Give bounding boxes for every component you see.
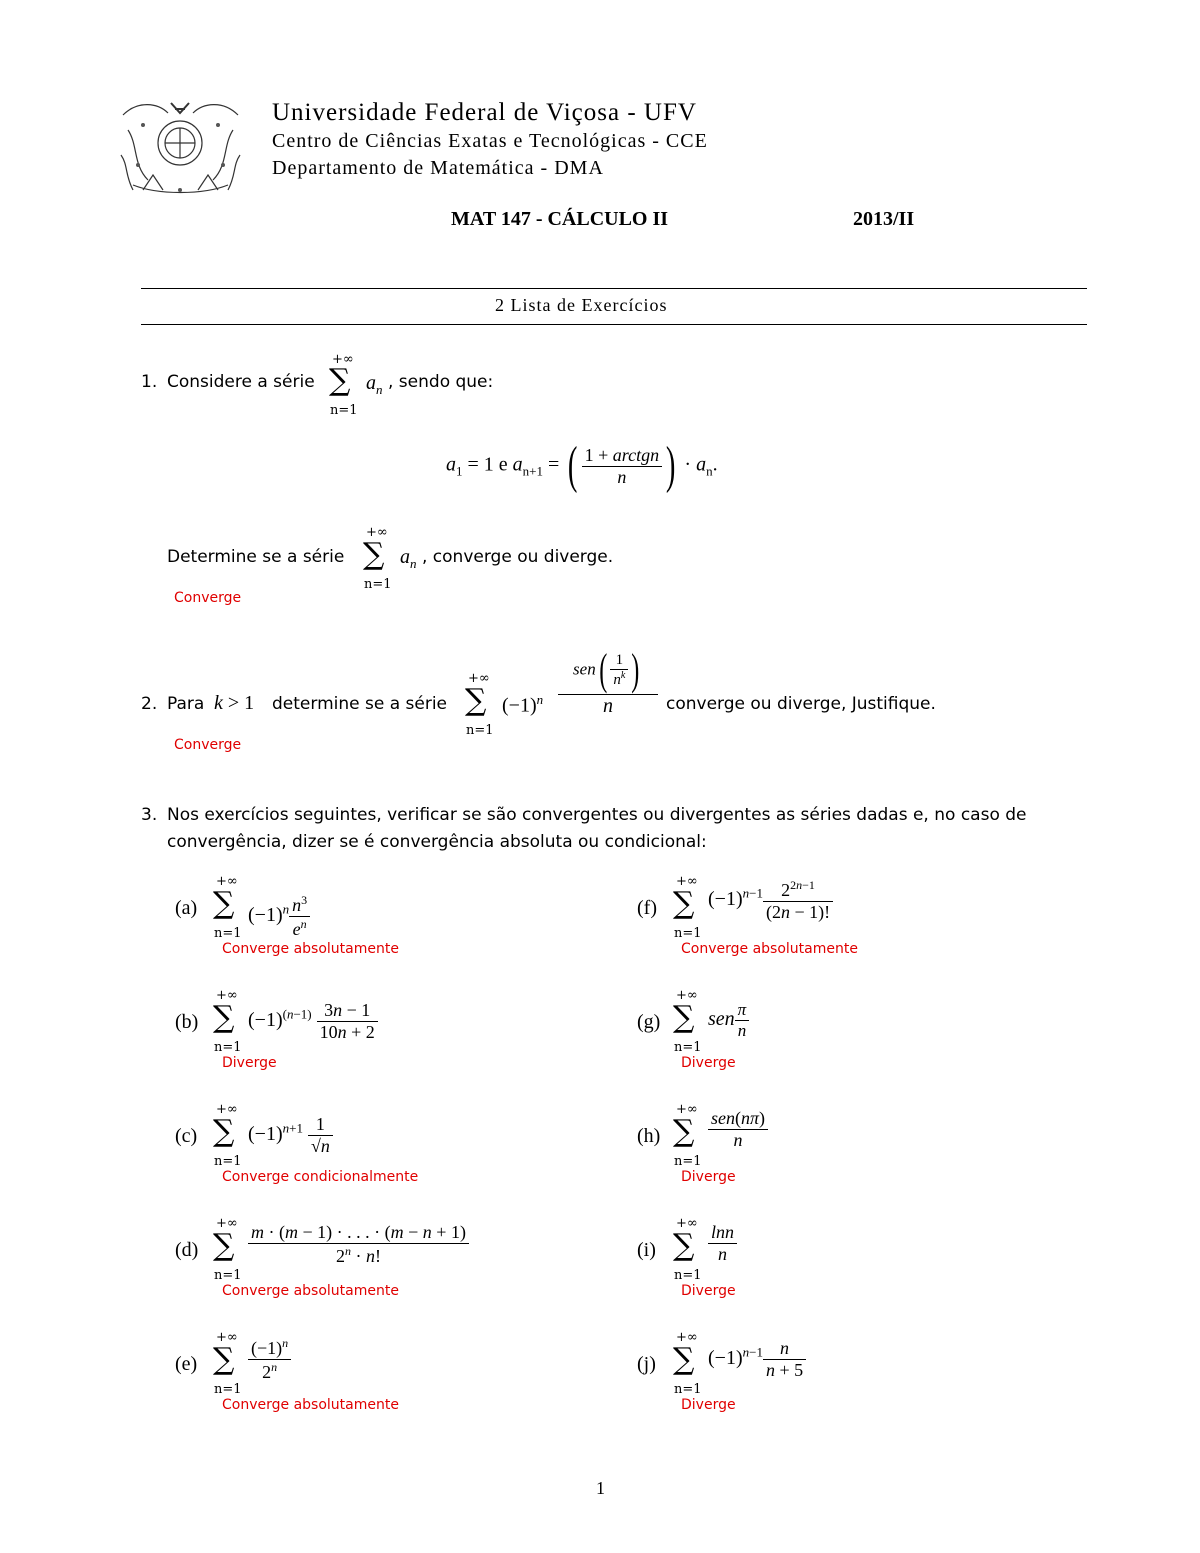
q1-answer: Converge [174,590,242,606]
q3f-sum: ∑ [673,886,695,921]
q3i-term: $\frac{\ln n}{n}$ [708,1222,737,1265]
q3e-sum: ∑ [213,1342,235,1377]
q3e-upper: +∞ [216,1330,238,1345]
q3h-lower: n=1 [674,1154,702,1169]
bottom-rule [141,324,1087,325]
q3i-upper: +∞ [676,1216,698,1231]
q3a-term: $(-1)^n$ $\frac{n^3}{e^n}$ [248,893,310,940]
q1-intro: Considere a série [167,372,315,392]
q2-text-before: Para [167,694,205,714]
q2-sign-term: $(-1)^n$ [502,692,544,717]
q3i-answer: Diverge [681,1283,736,1299]
q1-sum-lower: n=1 [330,403,358,418]
q2-sum-sign: ∑ [465,683,487,718]
q3h-upper: +∞ [676,1102,698,1117]
q2-sum-upper: +∞ [468,671,490,686]
q3e-label: (e) [175,1353,198,1375]
q3b-answer: Diverge [222,1055,277,1071]
q3j-sum: ∑ [673,1342,695,1377]
page-number: 1 [596,1478,605,1498]
q3h-label: (h) [637,1125,661,1147]
q3f-label: (f) [637,897,657,919]
q3c-lower: n=1 [214,1154,242,1169]
q3b-lower: n=1 [214,1040,242,1055]
q3a-lower: n=1 [214,926,242,941]
q3a-answer: Converge absolutamente [222,941,399,957]
q1-sum2-lower: n=1 [364,577,392,592]
q1-number: 1. [141,372,158,392]
q3j-term: $(-1)^{n-1}$ $\frac{n}{n + 5}$ [708,1338,806,1381]
q3c-term: $(-1)^{n+1}$ $\frac{1}{√n}$ [248,1114,333,1157]
q2-text-mid: determine se a série [272,694,448,714]
q3b-term: $(-1)^{(n-1)}$ $\frac{3n - 1}{10n + 2}$ [248,1000,378,1043]
q3-number: 3. [141,805,158,825]
q1-recurrence: $a_1 = 1$ e $a_{n+1}$ = ( $\frac{\text{1 + arctgn}}{n}$ ) · $a_n$. [446,437,718,494]
q1-sum-sign: ∑ [329,363,351,398]
department-name: Departamento de Matemática - DMA [272,157,604,179]
q3e-lower: n=1 [214,1382,242,1397]
q3h-sum: ∑ [673,1114,695,1149]
q3g-label: (g) [637,1011,661,1033]
q3h-answer: Diverge [681,1169,736,1185]
q3b-upper: +∞ [216,988,238,1003]
center-name: Centro de Ciências Exatas e Tecnológicas - CCE [272,130,708,152]
q3j-lower: n=1 [674,1382,702,1397]
q3f-lower: n=1 [674,926,702,941]
q3c-upper: +∞ [216,1102,238,1117]
q3h-term: $\frac{\text{sen(nπ)}}{n}$ [708,1108,768,1151]
q3a-upper: +∞ [216,874,238,889]
q1-term: $a_n$ [366,372,383,397]
q3e-answer: Converge absolutamente [222,1397,399,1413]
q3-line1: Nos exercícios seguintes, verificar se são convergentes ou divergentes as séries dadas e, no caso de [167,805,1027,825]
q3e-term: $\frac{(-1)^n}{2^n}$ [248,1336,291,1383]
q3g-lower: n=1 [674,1040,702,1055]
q3d-sum: ∑ [213,1228,235,1263]
list-title: 2 Lista de Exercícios [495,295,668,315]
q3i-lower: n=1 [674,1268,702,1283]
q2-fraction: sen( $\frac{1}{n^k}$ ) n [558,648,658,718]
ufv-crest-icon [113,95,248,205]
q3g-upper: +∞ [676,988,698,1003]
q3f-upper: +∞ [676,874,698,889]
q1-sum-upper: +∞ [332,352,354,367]
q1-term2: $a_n$ [400,546,417,571]
university-name: Universidade Federal de Viçosa - UFV [272,99,697,126]
q3j-upper: +∞ [676,1330,698,1345]
q1-sum2-upper: +∞ [366,525,388,540]
q3d-upper: +∞ [216,1216,238,1231]
q2-answer: Converge [174,737,242,753]
q3-line2: convergência, dizer se é convergência absoluta ou condicional: [167,832,707,852]
q3i-sum: ∑ [673,1228,695,1263]
q3d-lower: n=1 [214,1268,242,1283]
q3c-label: (c) [175,1125,198,1147]
term: 2013/II [853,208,915,230]
q3g-answer: Diverge [681,1055,736,1071]
q2-condition: k > 1 [214,692,255,714]
q2-number: 2. [141,694,158,714]
q2-sum-lower: n=1 [466,723,494,738]
q3g-sum: ∑ [673,1000,695,1035]
q3f-answer: Converge absolutamente [681,941,858,957]
q3b-sum: ∑ [213,1000,235,1035]
q3a-sum: ∑ [213,886,235,921]
q3b-label: (b) [175,1011,199,1033]
q1-sum2-sign: ∑ [363,537,385,572]
q3f-term: $(-1)^{n-1}$ $\frac{2^{2n-1}}{(2n - 1)!}$ [708,878,833,923]
course-title: MAT 147 - CÁLCULO II [451,208,669,230]
q3c-sum: ∑ [213,1114,235,1149]
q1-question: Determine se a série [167,547,345,567]
q3i-label: (i) [637,1239,656,1261]
q3j-label: (j) [637,1353,656,1375]
q3d-answer: Converge absolutamente [222,1283,399,1299]
q3j-answer: Diverge [681,1397,736,1413]
q1-intro-after: , sendo que: [388,372,494,392]
top-rule [141,288,1087,289]
q3d-label: (d) [175,1239,199,1261]
q2-text-after: converge ou diverge, Justifique. [666,694,936,714]
q3c-answer: Converge condicionalmente [222,1169,419,1185]
q3g-term: sen $\frac{\pi}{n}$ [708,1000,749,1041]
q3d-term: $\frac{m \cdot (m - 1) \cdot . . . \cdot (m - n + 1)}{2^n \cdot n!}$ [248,1222,469,1267]
q1-question-after: , converge ou diverge. [422,547,614,567]
q3a-label: (a) [175,897,198,919]
